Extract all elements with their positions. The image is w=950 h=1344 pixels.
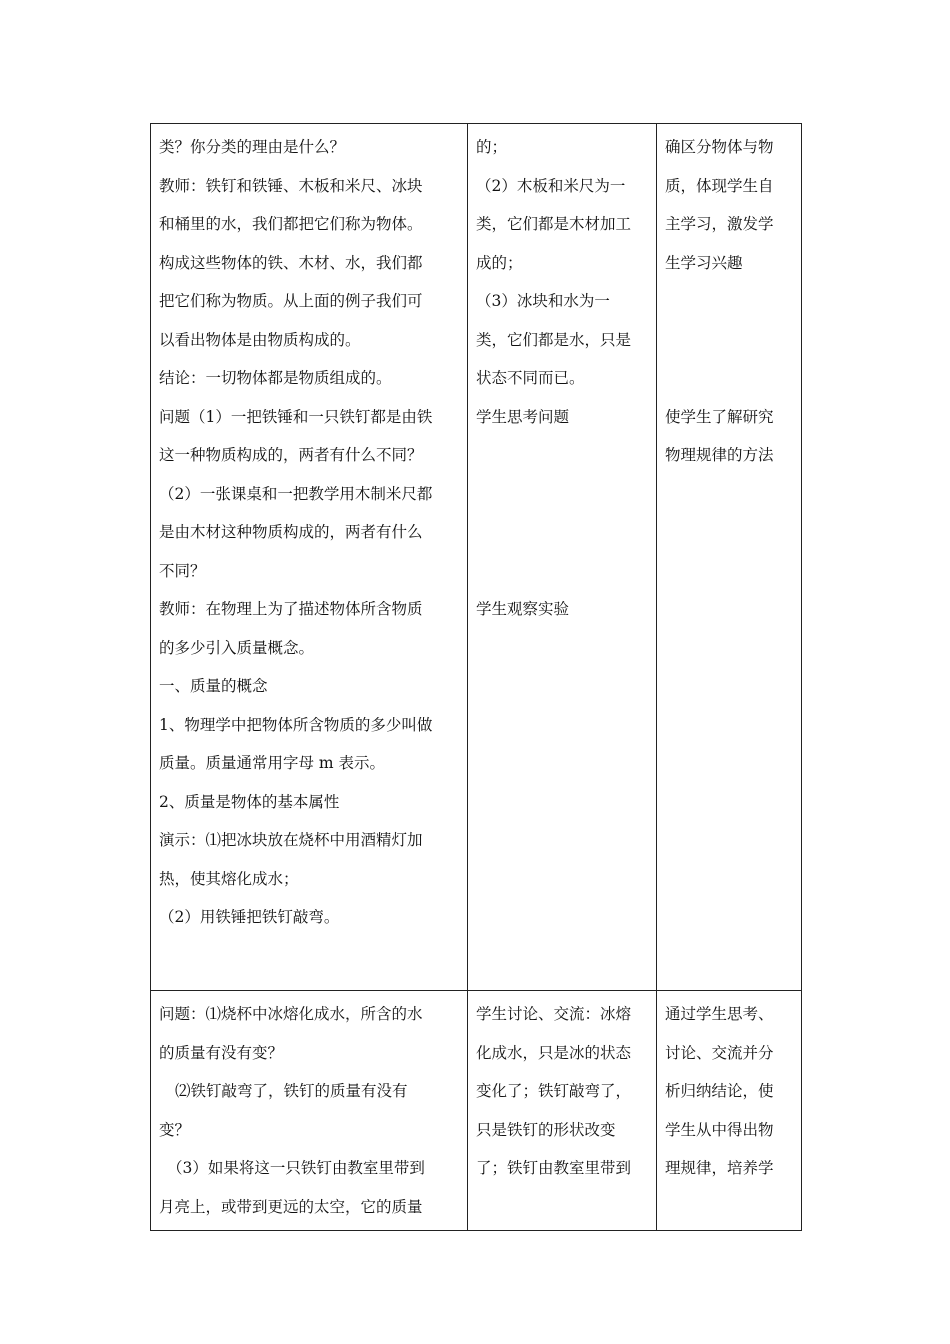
text-line: 教师：铁钉和铁锤、木板和米尺、冰块 bbox=[159, 176, 423, 195]
text-line: 类，它们都是木材加工 bbox=[476, 215, 632, 233]
text-line: 质，体现学生自 bbox=[665, 176, 774, 195]
blank-line bbox=[476, 513, 648, 552]
text-line: 2、质量是物体的基本属性 bbox=[159, 792, 340, 811]
text-line: 1、物理学中把物体所含物质的多少叫做 bbox=[159, 715, 433, 734]
text-line: 只是铁钉的形状改变 bbox=[476, 1120, 616, 1139]
text-line: （3）如果将这一只铁钉由教室里带到 bbox=[167, 1159, 425, 1177]
blank-line bbox=[476, 552, 648, 591]
text-line: 化成水，只是冰的状态 bbox=[476, 1043, 632, 1062]
text-line: 学生讨论、交流：冰熔 bbox=[476, 1005, 632, 1023]
text-line: 把它们称为物质。从上面的例子我们可 bbox=[159, 292, 423, 310]
blank-line bbox=[476, 475, 648, 514]
blank-line bbox=[665, 359, 793, 398]
design-intent-cell bbox=[657, 991, 802, 1231]
blank-line bbox=[665, 321, 793, 360]
text-line: 月亮上，或带到更远的太空，它的质量 bbox=[159, 1197, 423, 1216]
text-line: 以看出物体是由物质构成的。 bbox=[159, 330, 361, 349]
text-line: （2）木板和米尺为一 bbox=[476, 176, 626, 195]
text-line: （2）用铁锤把铁钉敲弯。 bbox=[159, 908, 340, 926]
text-line: 状态不同而已。 bbox=[476, 369, 585, 387]
text-line: 问题（1）一把铁锤和一只铁钉都是由铁 bbox=[159, 407, 433, 426]
text-line: 析归纳结论，使 bbox=[665, 1082, 774, 1100]
text-line: 是由木材这种物质构成的，两者有什么 bbox=[159, 523, 423, 541]
teacher-activity-cell bbox=[151, 124, 468, 991]
text-line: 理规律，培养学 bbox=[665, 1159, 774, 1177]
text-line: 通过学生思考、 bbox=[665, 1005, 774, 1023]
text-line: 热，使其熔化成水； bbox=[159, 869, 299, 888]
text-line: 构成这些物体的铁、木材、水，我们都 bbox=[159, 253, 423, 272]
text-line: （2）一张课桌和一把教学用木制米尺都 bbox=[159, 484, 433, 503]
design-intent-cell bbox=[657, 124, 802, 991]
text-line: 确区分物体与物 bbox=[665, 138, 774, 156]
blank-line bbox=[476, 436, 648, 475]
text-line: 成的； bbox=[476, 253, 523, 272]
text-line: 变化了；铁钉敲弯了， bbox=[476, 1082, 632, 1100]
text-line: 这一种物质构成的，两者有什么不同？ bbox=[159, 446, 423, 464]
text-line: 质量。质量通常用字母 m 表示。 bbox=[159, 754, 386, 772]
text-line: 演示：⑴把冰块放在烧杯中用酒精灯加 bbox=[159, 831, 423, 849]
table-row bbox=[151, 124, 802, 991]
text-line: 主学习，激发学 bbox=[665, 215, 774, 233]
text-line: 学生从中得出物 bbox=[665, 1120, 774, 1139]
text-line: （3）冰块和水为一 bbox=[476, 292, 610, 310]
text-line: 结论：一切物体都是物质组成的。 bbox=[159, 369, 392, 387]
text-line: 一、质量的概念 bbox=[159, 677, 268, 695]
text-line: 的； bbox=[476, 138, 508, 156]
text-line: 类，它们都是水，只是 bbox=[476, 330, 632, 349]
text-line: 生学习兴趣 bbox=[665, 253, 743, 272]
text-line: ⑵铁钉敲弯了，铁钉的质量有没有 bbox=[175, 1082, 408, 1100]
text-line: 的质量有没有变？ bbox=[159, 1043, 284, 1062]
text-line: 学生思考问题 bbox=[476, 407, 570, 426]
text-line: 和桶里的水，我们都把它们称为物体。 bbox=[159, 215, 423, 233]
text-line: 教师：在物理上为了描述物体所含物质 bbox=[159, 600, 423, 618]
text-line: 问题：⑴烧杯中冰熔化成水，所含的水 bbox=[159, 1005, 423, 1023]
text-line: 学生观察实验 bbox=[476, 600, 570, 618]
student-activity-cell bbox=[468, 124, 657, 991]
text-line: 物理规律的方法 bbox=[665, 446, 774, 464]
text-line: 不同？ bbox=[159, 561, 206, 580]
text-line: 的多少引入质量概念。 bbox=[159, 638, 315, 657]
text-line: 类？你分类的理由是什么？ bbox=[159, 138, 346, 156]
table-row bbox=[151, 991, 802, 1231]
text-line: 使学生了解研究 bbox=[665, 407, 774, 426]
lesson-plan-table bbox=[150, 123, 802, 1231]
teacher-activity-cell bbox=[151, 991, 468, 1231]
blank-line bbox=[665, 282, 793, 321]
text-line: 变？ bbox=[159, 1120, 191, 1139]
text-line: 讨论、交流并分 bbox=[665, 1043, 774, 1062]
text-line: 了；铁钉由教室里带到 bbox=[476, 1159, 632, 1177]
student-activity-cell bbox=[468, 991, 657, 1231]
